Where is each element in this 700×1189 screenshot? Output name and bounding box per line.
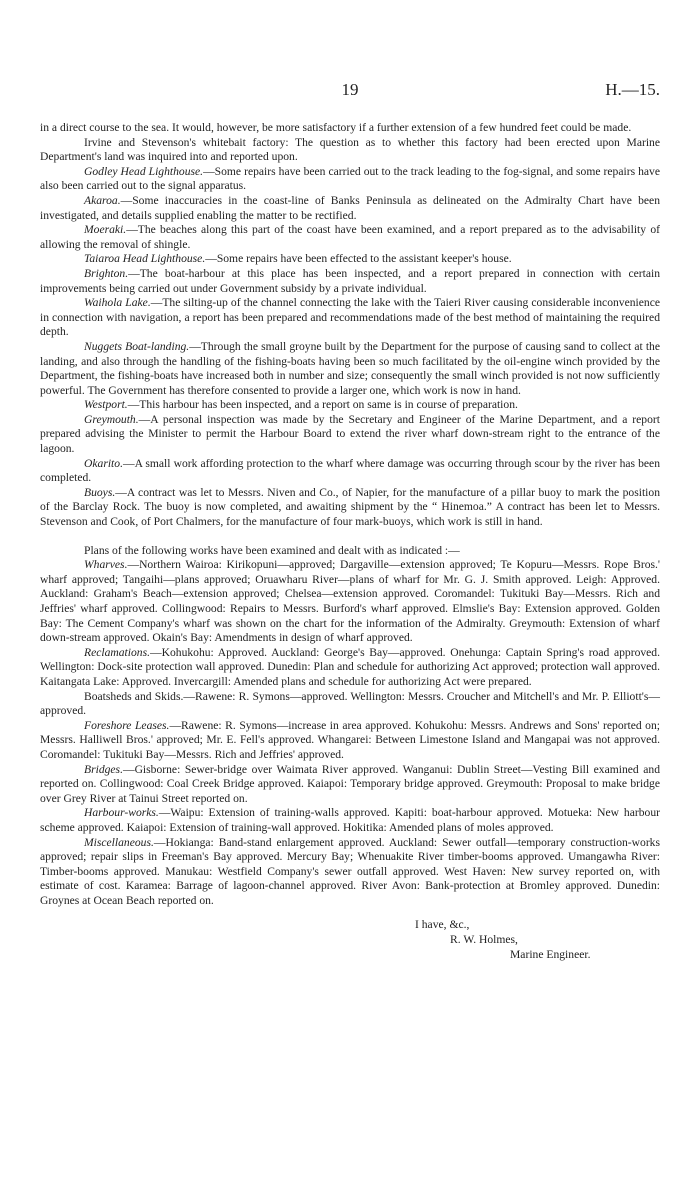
paragraph: Waihola Lake.—The silting-up of the channel connecting the lake with the Taieri River causing considerable inconvenience in connection with navigation, a report has been prepared and recommendations made of the best method of maintaining the required depth. xyxy=(40,296,660,339)
paragraph: Brighton.—The boat-harbour at this place has been inspected, and a report prepared in connection with certain improvements being carried out under Government subsidy by a private individual. xyxy=(40,266,660,295)
paragraph: Boatsheds and Skids.—Rawene: R. Symons—approved. Wellington: Messrs. Croucher and Mitchell's and Mr. P. Elliott's—approved. xyxy=(40,689,660,718)
paragraph: Miscellaneous.—Hokianga: Band-stand enlargement approved. Auckland: Sewer outfall—temporary construction-works approved; repair slips in Freeman's Bay approved. Mercury Bay; Whenuakite River timber-booms approved. Umangawha River: Timber-booms approved. Manukau: Westfield Company's sewer outfall approved. West Haven: New survey reported on, with estimate of cost. Karamea: Barrage of lagoon-channel approved. River Avon: Bank-protection at Bromley approved. Dunedin: Groynes at Ocean Beach reported on. xyxy=(40,835,660,907)
report-body xyxy=(40,121,660,978)
signoff xyxy=(40,918,660,978)
paragraph: Irvine and Stevenson's whitebait factory: The question as to whether this factory had been erected upon Marine Department's land was inquired into and reported upon. xyxy=(40,135,660,164)
document-code: H.—15. xyxy=(605,80,660,99)
paragraph: Reclamations.—Kohukohu: Approved. Auckland: George's Bay—approved. Onehunga: Captain Spring's road approved. Wellington: Dock-site protection wall approved. Dunedin: Plan and schedule for authorizing Act approved; protection wall approved. Kaitangata Lake: Approved. Invercargill: Amended plans and schedule for authorizing Act were prepared. xyxy=(40,645,660,688)
paragraph: Nuggets Boat-landing.—Through the small groyne built by the Department for the purpose of causing sand to collect at the landing, and also through the handling of the fishing-boats having been so much facilitated by the oil-engine winch provided by the Department, the fishing-boats have increased both in number and size; consequently the small winch provided is not now sufficiently powerful. The Government has therefore consented to provide a larger one, which work is now in hand. xyxy=(40,339,661,397)
paragraph: Taiaroa Head Lighthouse.—Some repairs have been effected to the assistant keeper's house. xyxy=(84,252,512,266)
paragraph: in a direct course to the sea. It would, however, be more satisfactory if a further extension of a few hundred feet could be made. xyxy=(40,121,632,134)
page-number: 19 xyxy=(341,80,359,99)
page-header xyxy=(40,80,660,102)
paragraph: Bridges.—Gisborne: Sewer-bridge over Waimata River approved. Wanganui: Dublin Street—Vesting Bill examined and reported on. Collingwood: Coal Creek Bridge approved. Kaiapoi: Temporary bridge approved. Greymouth: Proposal to make bridge over Grey River at Tainui Street reported on. xyxy=(40,762,660,805)
paragraph: Akaroa.—Some inaccuracies in the coast-line of Banks Peninsula as delineated on the Admiralty Chart have been investigated, and details supplied enabling the matter to be rectified. xyxy=(40,193,660,222)
paragraph: Okarito.—A small work affording protection to the wharf where damage was occurring through scour by the river has been completed. xyxy=(40,456,660,485)
closing-line: I have, &c., xyxy=(415,918,470,932)
paragraph: Wharves.—Northern Wairoa: Kirikopuni—approved; Dargaville—extension approved; Te Kopuru—Messrs. Rope Bros.' wharf approved; Tangaihi—plans approved; Oruawharu River—plans of wharf for Mr. G. J. Smith approved. Leigh: Approved. Auckland: Graham's Beach—extension approved; Chelsea—extension approved. Coromandel: Tukituki Bay—Messrs. Rich and Jeffries' wharf approved. Collingwood: Repairs to Messrs. Burford's wharf approved. Elmslie's Bay: Extension approved. Golden Bay: The Cement Company's wharf was shown on the chart for the information of the Admiralty. Greymouth: Extension of wharf down-stream approved. Okain's Bay: Amendments in design of wharf approved. xyxy=(40,558,660,645)
paragraph: Plans of the following works have been examined and dealt with as indicated :— xyxy=(84,543,460,557)
paragraph: Moeraki.—The beaches along this part of the coast have been examined, and a report prepared as to the advisability of allowing the removal of shingle. xyxy=(40,223,660,251)
paragraph: Westport.—This harbour has been inspected, and a report on same is in course of preparation. xyxy=(84,398,518,412)
signatory-name: R. W. Holmes, xyxy=(450,933,518,947)
paragraph: Harbour-works.—Waipu: Extension of training-walls approved. Kapiti: boat-harbour approved. Motueka: New harbour scheme approved. Kaiapoi: Extension of training-wall approved. Hokitika: Amended plans of moles approved. xyxy=(40,806,660,834)
signatory-title: Marine Engineer. xyxy=(510,948,591,962)
paragraph: Greymouth.—A personal inspection was made by the Secretary and Engineer of the Marine Department, and a report prepared advising the Minister to permit the Harbour Board to extend the river wharf down-stream right to the entrance of the lagoon. xyxy=(40,412,660,456)
paragraph: Foreshore Leases.—Rawene: R. Symons—increase in area approved. Kohukohu: Messrs. Andrews and Sons' reported on; Messrs. Halliwell Bros.' approved; Mr. E. Fell's approved. Whangarei: Between Limestone Island and Mangapai was not approved. Coromandel: Tukituki Bay—Messrs. Rich and Jeffries' approved. xyxy=(40,718,660,761)
paragraph: Buoys.—A contract was let to Messrs. Niven and Co., of Napier, for the manufacture of a pillar buoy to mark the position of the Barclay Rock. The buoy is now completed, and awaiting shipment by the “ Hinemoa.” A contract has been let to Messrs. Stevenson and Cook, of Port Chalmers, for the manufacture of four mark-buoys, which work is still in hand. xyxy=(40,485,660,529)
paragraph: Godley Head Lighthouse.—Some repairs have been carried out to the track leading to the fog-signal, and some repairs have also been carried out to the signal apparatus. xyxy=(40,164,660,193)
